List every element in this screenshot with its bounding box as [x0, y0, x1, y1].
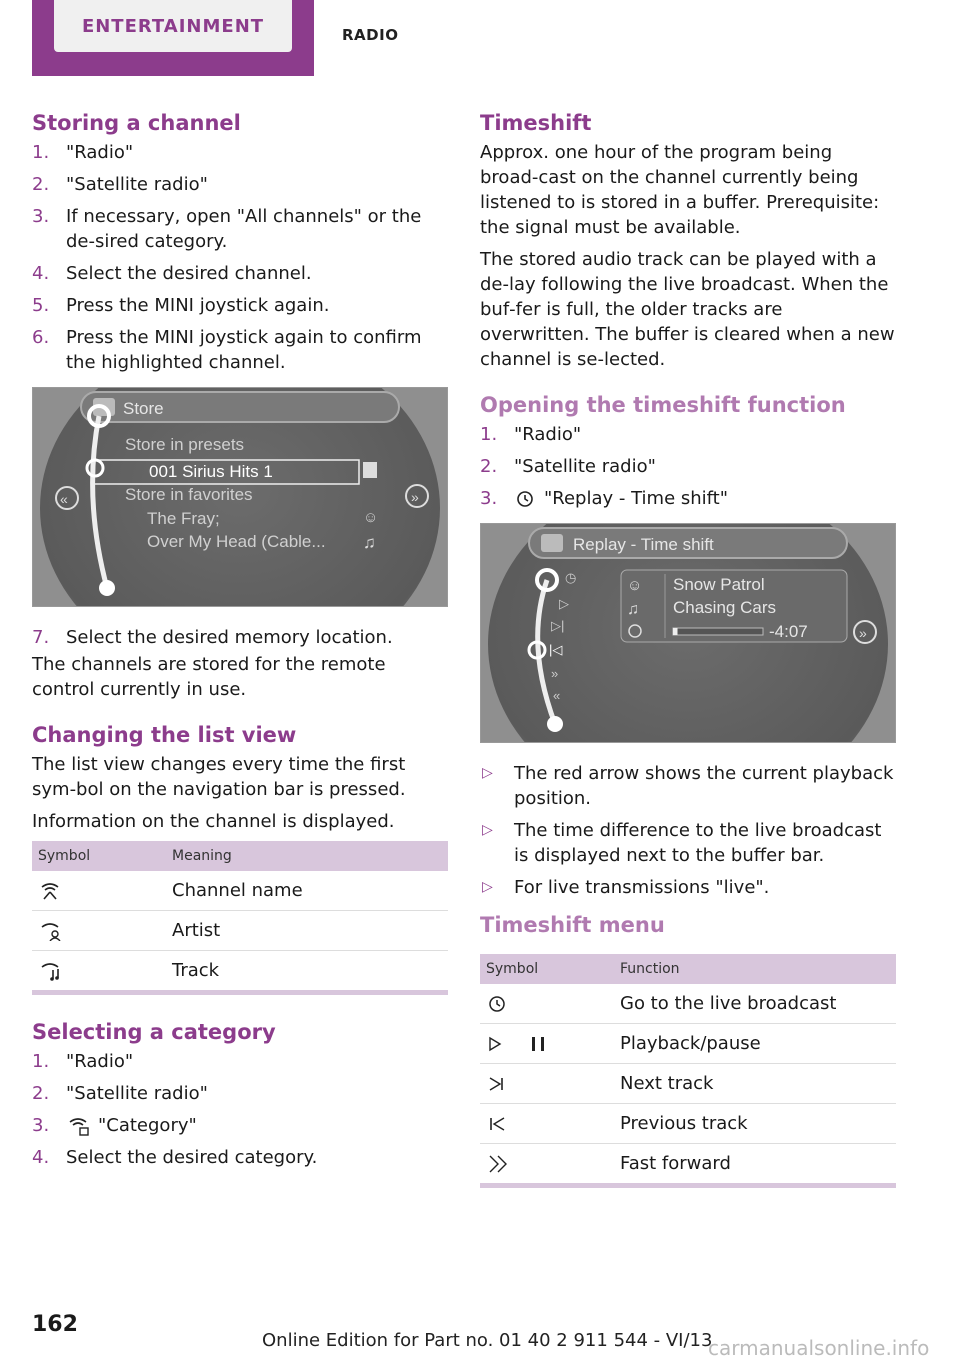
list-item: ▷ For live transmissions "live".	[482, 877, 770, 898]
store-preset-icon	[363, 462, 377, 478]
track-icon	[38, 961, 62, 981]
svg-text:The Fray;: The Fray;	[147, 509, 220, 528]
list-item: 1. "Radio"	[480, 424, 582, 445]
svg-text:001 Sirius Hits 1: 001 Sirius Hits 1	[149, 462, 273, 481]
list-item: ▷ The time difference to the live broadcast is displayed next to the buffer bar.	[482, 820, 882, 866]
svg-text:Chasing Cars: Chasing Cars	[673, 598, 776, 617]
svg-text:»: »	[411, 489, 419, 505]
storing-note: The channels are stored for the remote control currently in use.	[32, 654, 386, 700]
listview-paragraph: The list view changes every time the first sym‐bol on the navigation bar is pressed.	[32, 754, 406, 800]
buffer-bar	[673, 628, 763, 635]
list-item: 3. "Category"	[32, 1115, 197, 1136]
timeshift-bullets	[480, 761, 896, 900]
right-column	[480, 108, 896, 1188]
list-item: 6. Press the MINI joystick again to confirm the highlighted channel.	[32, 327, 422, 373]
storing-heading: Storing a channel	[32, 111, 241, 135]
list-item: 3. If necessary, open "All channels" or the de‐sired category.	[32, 206, 422, 252]
svg-text:Over My Head (Cable...: Over My Head (Cable...	[147, 532, 326, 551]
list-item: 4. Select the desired category.	[32, 1147, 318, 1168]
watermark: carmanualsonline.info	[708, 1336, 930, 1360]
buffer-bar-fill	[673, 628, 678, 635]
listview-paragraph-2: Information on the channel is displayed.	[32, 811, 395, 832]
list-item: 3. "Replay - Time shift"	[480, 488, 729, 509]
rewind-icon: «	[553, 688, 561, 703]
opening-heading: Opening the timeshift function	[480, 393, 846, 417]
list-item: ▷ The red arrow shows the current playback position.	[482, 763, 894, 809]
list-item: 1. "Radio"	[32, 142, 134, 163]
opening-steps	[480, 422, 896, 511]
list-item: 2. "Satellite radio"	[32, 174, 208, 195]
timeshift-screen-image	[480, 523, 896, 743]
table-header-function: Function	[614, 954, 896, 984]
live-broadcast-icon: ◷	[565, 570, 577, 585]
fast-forward-icon	[486, 1153, 512, 1175]
category-steps	[32, 1049, 448, 1170]
play-pause-icon	[486, 1034, 552, 1054]
storing-step-7	[32, 625, 448, 650]
left-column	[32, 108, 448, 1178]
list-item: 4. Select the desired channel.	[32, 263, 312, 284]
list-item: 7. Select the desired memory location.	[32, 627, 393, 648]
listview-heading: Changing the list view	[32, 723, 297, 747]
next-track-icon	[486, 1074, 508, 1094]
table-header-meaning: Meaning	[166, 841, 448, 871]
artist-icon: ☺	[627, 577, 643, 594]
menu-heading: Timeshift menu	[480, 913, 665, 937]
table-header-symbol: Symbol	[480, 954, 614, 984]
svg-text:»: »	[859, 625, 867, 641]
previous-track-icon	[486, 1114, 508, 1134]
live-broadcast-icon	[486, 994, 508, 1014]
radio-menu-icon	[541, 534, 563, 552]
timeshift-paragraph: Approx. one hour of the program being broad‐cast on the channel currently being listened to is stored in a buffer. Prerequisite: the signal must be available.	[480, 142, 880, 238]
list-item: 5. Press the MINI joystick again.	[32, 295, 330, 316]
next-track-icon: ▷|	[551, 618, 565, 633]
table-row: Previous track	[480, 1104, 896, 1144]
store-screen-image	[32, 387, 448, 607]
table-header-symbol: Symbol	[32, 841, 166, 871]
timeshift-heading: Timeshift	[480, 111, 592, 135]
section-title: RADIO	[342, 26, 399, 44]
table-row: Go to the live broadcast	[480, 984, 896, 1024]
svg-text:-4:07: -4:07	[769, 622, 808, 641]
page-number: 162	[32, 1312, 78, 1337]
svg-text:Snow Patrol: Snow Patrol	[673, 575, 765, 594]
storing-steps	[32, 140, 448, 375]
chapter-tab	[32, 0, 314, 76]
svg-text:Store in presets: Store in presets	[125, 435, 245, 454]
svg-text:Store in favorites: Store in favorites	[125, 485, 253, 504]
list-item: 2. "Satellite radio"	[480, 456, 656, 477]
list-view-symbol-table	[32, 841, 448, 995]
table-row: Next track	[480, 1064, 896, 1104]
list-item: 2. "Satellite radio"	[32, 1083, 208, 1104]
channel-name-icon	[38, 881, 62, 901]
table-row: Fast forward	[480, 1144, 896, 1186]
music-note-icon: ♫	[627, 601, 639, 618]
music-note-icon: ♫	[363, 533, 376, 552]
fast-forward-icon: »	[551, 666, 559, 681]
svg-text:Replay - Time shift: Replay - Time shift	[573, 535, 714, 554]
svg-text:Store: Store	[123, 399, 164, 418]
edition-info: Online Edition for Part no. 01 40 2 911 544 - VI/13	[262, 1330, 713, 1351]
artist-icon	[38, 921, 62, 941]
previous-track-icon: |◁	[549, 642, 563, 657]
table-row: Channel name	[32, 871, 448, 911]
timeshift-paragraph-2: The stored audio track can be played with a de‐lay following the live broadcast. When the buf‐fer is full, the older tracks are overwritten. The buffer is cleared when a new channel is se‐lected.	[480, 249, 895, 370]
list-item: 1. "Radio"	[32, 1051, 134, 1072]
category-icon	[66, 1116, 90, 1136]
svg-text:«: «	[60, 491, 68, 507]
table-row: Artist	[32, 911, 448, 951]
table-row: Track	[32, 951, 448, 993]
timeshift-menu-table	[480, 954, 896, 1188]
play-icon: ▷	[559, 596, 569, 611]
category-heading: Selecting a category	[32, 1020, 276, 1044]
table-row: Playback/pause	[480, 1024, 896, 1064]
replay-icon	[514, 489, 536, 509]
artist-icon: ☺	[363, 509, 379, 526]
chapter-tab-label: ENTERTAINMENT	[54, 0, 292, 52]
